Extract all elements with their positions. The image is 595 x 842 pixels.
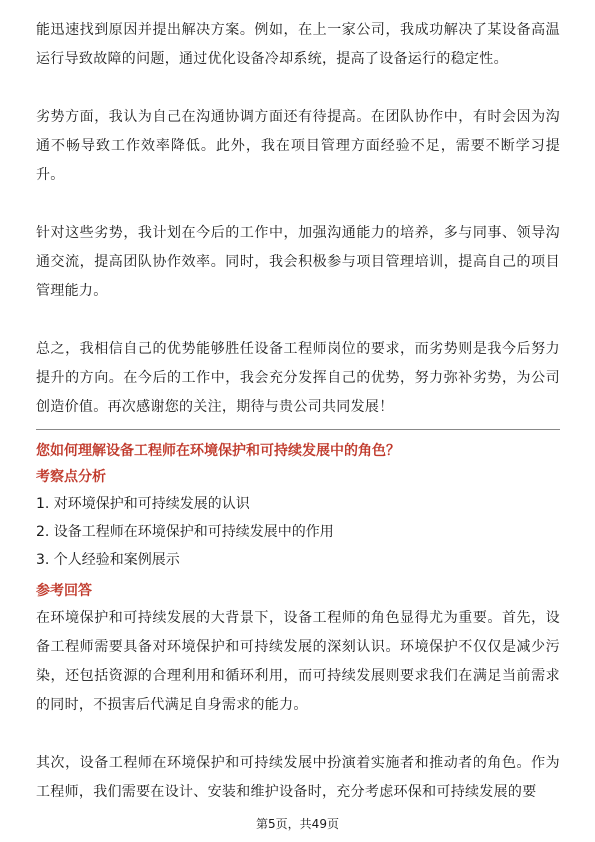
- answer-title: 参考回答: [36, 583, 92, 599]
- analysis-item: 3. 个人经验和案例展示: [36, 552, 180, 568]
- answer-paragraph-1: 在环境保护和可持续发展的大背景下，设备工程师的角色显得尤为重要。首先，设备工程师需要具备对环境保护和可持续发展的深刻认识。环境保护不仅仅是减少污染，还包括资源的合理利用和循环利用，而可持续发展则要求我们在满足当前需求的同时，不损害后代满足自身需求的能力。: [36, 610, 560, 713]
- intro-paragraph-4: 总之，我相信自己的优势能够胜任设备工程师岗位的要求，而劣势则是我今后努力提升的方向。在今后的工作中，我会充分发挥自己的优势，努力弥补劣势，为公司创造价值。再次感谢您的关注，期待与贵公司共同发展！: [36, 341, 560, 415]
- answer-paragraph-2: 其次，设备工程师在环境保护和可持续发展中扮演着实施者和推动者的角色。作为工程师，我们需要在设计、安装和维护设备时，充分考虑环保和可持续发展的要: [36, 755, 560, 800]
- page-content: [36, 16, 560, 807]
- analysis-item: 2. 设备工程师在环境保护和可持续发展中的作用: [36, 524, 334, 540]
- intro-paragraph-2: 劣势方面，我认为自己在沟通协调方面还有待提高。在团队协作中，有时会因为沟通不畅导致工作效率降低。此外，我在项目管理方面经验不足，需要不断学习提升。: [36, 109, 560, 183]
- analysis-title: 考察点分析: [36, 469, 106, 485]
- intro-paragraph-3: 针对这些劣势，我计划在今后的工作中，加强沟通能力的培养，多与同事、领导沟通交流，提高团队协作效率。同时，我会积极参与项目管理培训，提高自己的项目管理能力。: [36, 225, 560, 299]
- analysis-item: 1. 对环境保护和可持续发展的认识: [36, 496, 250, 512]
- section-divider: [36, 429, 560, 430]
- question-heading: 您如何理解设备工程师在环境保护和可持续发展中的角色？: [36, 443, 400, 459]
- intro-paragraph-1: 能迅速找到原因并提出解决方案。例如，在上一家公司，我成功解决了某设备高温运行导致故障的问题，通过优化设备冷却系统，提高了设备运行的稳定性。: [36, 22, 560, 67]
- answer-body: [36, 604, 560, 807]
- analysis-list: [36, 490, 560, 574]
- page-number-footer: 第5页，共49页: [256, 817, 339, 831]
